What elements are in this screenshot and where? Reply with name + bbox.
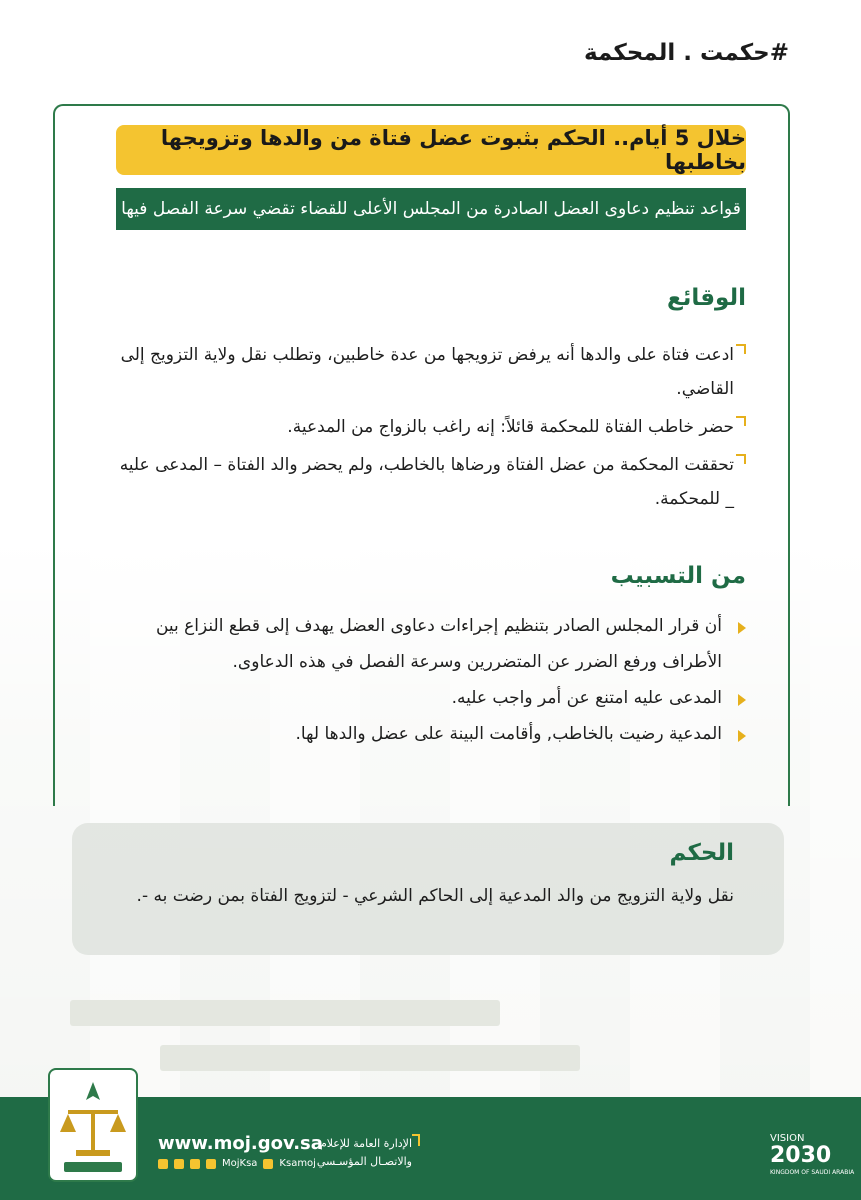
twitter-icon[interactable] bbox=[158, 1159, 168, 1169]
headline: خلال 5 أيام.. الحكم بثبوت عضل فتاة من والدها وتزويجها بخاطبها bbox=[160, 126, 746, 174]
department-line: والاتصـال المؤسـسي bbox=[316, 1155, 412, 1168]
hashtag-title: #حكمت . المحكمة bbox=[583, 40, 789, 66]
vision-label: VISION bbox=[770, 1133, 805, 1144]
website-link[interactable]: www.moj.gov.sa bbox=[158, 1133, 323, 1154]
fact-item: ادعت فتاة على والدها أنه يرفض تزويجها من عدة خاطبين، وتطلب نقل ولاية التزويج إلى القاضي. bbox=[106, 338, 746, 406]
reasoning-heading: من التسبيب bbox=[610, 563, 746, 589]
reasoning-item: المدعى عليه امتنع عن أمر واجب عليه. bbox=[106, 680, 746, 716]
department-mark-icon bbox=[412, 1134, 420, 1146]
fact-item: تحققت المحكمة من عضل الفتاة ورضاها بالخاطب، ولم يحضر والد الفتاة – المدعى عليه _ للمحكمة. bbox=[106, 448, 746, 516]
vision-year: 2030 bbox=[770, 1143, 832, 1168]
social-links bbox=[158, 1158, 316, 1169]
background-bench bbox=[70, 1000, 500, 1026]
snapchat-icon[interactable] bbox=[190, 1159, 200, 1169]
vision-country: KINGDOM OF SAUDI ARABIA bbox=[770, 1169, 855, 1176]
verdict-heading: الحكم bbox=[669, 840, 734, 866]
subtitle: قواعد تنظيم دعاوى العضل الصادرة من المجلس الأعلى للقضاء تقضي سرعة الفصل فيها bbox=[121, 199, 741, 219]
facts-list bbox=[106, 338, 746, 516]
reasoning-item: المدعية رضيت بالخاطب, وأقامت البينة على عضل والدها لها. bbox=[106, 716, 746, 752]
background-bench bbox=[160, 1045, 580, 1071]
instagram-icon[interactable] bbox=[174, 1159, 184, 1169]
handle-mojksa[interactable]: MojKsa bbox=[222, 1158, 258, 1169]
department-line: الإدارة العامة للإعلام bbox=[319, 1137, 412, 1150]
reasoning-item: أن قرار المجلس الصادر بتنظيم إجراءات دعاوى العضل يهدف إلى قطع النزاع بين الأطراف ورفع الضرر عن المتضررين وسرعة الفصل في هذه الدعاوى. bbox=[106, 608, 746, 680]
department-name bbox=[312, 1135, 412, 1171]
subtitle-box bbox=[116, 188, 746, 230]
headline-box bbox=[116, 125, 746, 175]
vision-2030-logo bbox=[770, 1133, 854, 1179]
youtube-icon[interactable] bbox=[263, 1159, 273, 1169]
facts-heading: الوقائع bbox=[667, 285, 746, 311]
fact-item: حضر خاطب الفتاة للمحكمة قائلاً: إنه راغب بالزواج من المدعية. bbox=[106, 410, 746, 444]
handle-ksamoj[interactable]: Ksamoj bbox=[279, 1158, 316, 1169]
linkedin-icon[interactable] bbox=[206, 1159, 216, 1169]
reasoning-list bbox=[106, 608, 746, 752]
ministry-logo-icon bbox=[48, 1068, 138, 1182]
verdict-text: نقل ولاية التزويج من والد المدعية إلى الحاكم الشرعي - لتزويج الفتاة بمن رضت به -. bbox=[136, 886, 734, 906]
